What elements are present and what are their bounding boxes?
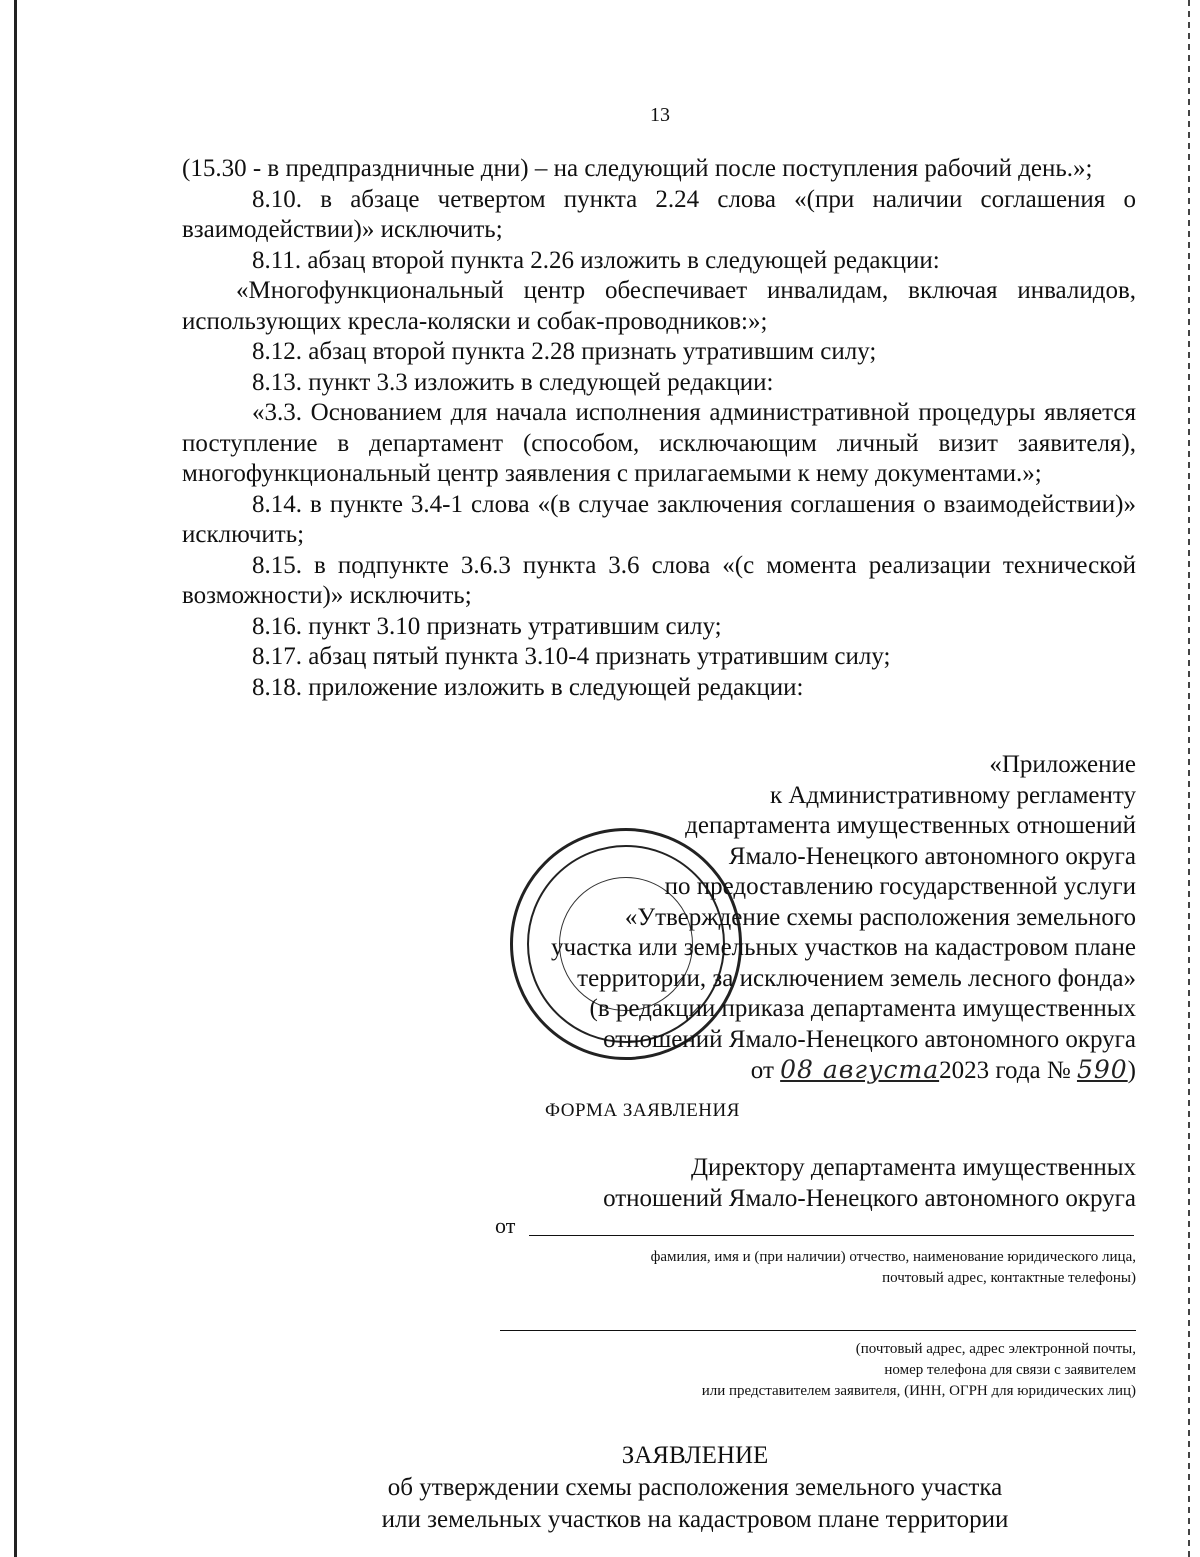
appendix-line: территории, за исключением земель лесного фонда» — [577, 964, 1136, 992]
paragraph: 8.14. в пункте 3.4-1 слова «(в случае заключения соглашения о взаимодействии)» исключить; — [182, 490, 1136, 548]
hint-line: номер телефона для связи с заявителем — [884, 1362, 1136, 1378]
addressee-block — [440, 1153, 1136, 1214]
applicant-hint — [651, 1247, 1136, 1289]
statement-title: ЗАЯВЛЕНИЕ — [621, 1442, 769, 1469]
paragraph: 8.16. пункт 3.10 признать утратившим силу; — [252, 612, 722, 640]
closing-paren: ) — [1127, 1057, 1136, 1084]
document-body — [182, 154, 1136, 703]
addressee-line: Директору департамента имущественных — [690, 1154, 1136, 1181]
appendix-line: отношений Ямало-Ненецкого автономного округа — [603, 1025, 1136, 1053]
addressee-line: отношений Ямало-Ненецкого автономного округа — [603, 1184, 1136, 1212]
paragraph: (15.30 - в предпраздничные дни) – на следующий после поступления рабочий день.»; — [182, 155, 1093, 182]
date-suffix: 2023 года № — [939, 1057, 1071, 1084]
appendix-line: (в редакции приказа департамента имущественных — [589, 995, 1136, 1022]
paragraph: 8.13. пункт 3.3 изложить в следующей редакции: — [252, 368, 774, 396]
hint-line: или представителем заявителя, (ИНН, ОГРН для юридических лиц) — [701, 1383, 1136, 1399]
appendix-line: участка или земельных участков на кадастровом плане — [551, 934, 1136, 961]
paragraph: 8.10. в абзаце четвертом пункта 2.24 слова «(при наличии соглашения о взаимодействии)» исключить; — [182, 185, 1136, 243]
contact-underline — [500, 1330, 1136, 1331]
appendix-line: «Приложение — [989, 751, 1136, 778]
statement-subtitle: об утверждении схемы расположения земельного участка — [387, 1474, 1003, 1501]
appendix-line: Ямало-Ненецкого автономного округа — [728, 842, 1136, 870]
appendix-line: к Административному регламенту — [769, 781, 1136, 809]
form-title: ФОРМА ЗАЯВЛЕНИЯ — [545, 1100, 740, 1121]
scan-right-edge — [1188, 0, 1190, 1557]
appendix-line: по предоставлению государственной услуги — [664, 873, 1136, 900]
date-prefix: от — [750, 1057, 774, 1084]
hint-line: почтовый адрес, контактные телефоны) — [882, 1270, 1136, 1286]
contact-hint — [702, 1339, 1136, 1402]
appendix-header — [440, 750, 1136, 1087]
from-label: от — [495, 1213, 516, 1238]
paragraph: 8.12. абзац второй пункта 2.28 признать утратившим силу; — [252, 338, 877, 365]
paragraph: 8.11. абзац второй пункта 2.26 изложить в следующей редакции: — [252, 246, 940, 274]
paragraph: 8.15. в подпункте 3.6.3 пункта 3.6 слова «(с момента реализации технической возможности)» исключить; — [182, 551, 1136, 609]
appendix-line: «Утверждение схемы расположения земельного — [624, 903, 1136, 931]
paragraph: 8.17. абзац пятый пункта 3.10-4 признать утратившим силу; — [252, 643, 891, 670]
handwritten-date: 08 августа — [780, 1055, 940, 1084]
page-number: 13 — [650, 104, 670, 126]
appendix-date-line — [440, 1055, 1136, 1087]
from-field — [495, 1213, 515, 1239]
handwritten-number: 590 — [1076, 1055, 1128, 1084]
hint-line: фамилия, имя и (при наличии) отчество, наименование юридического лица, — [650, 1249, 1136, 1265]
paragraph: 8.18. приложение изложить в следующей редакции: — [252, 673, 804, 701]
appendix-line: департамента имущественных отношений — [685, 812, 1136, 839]
scan-left-edge — [14, 0, 17, 1557]
paragraph: «Многофункциональный центр обеспечивает инвалидам, включая инвалидов, использующих кресла-коляски и собак-проводников:»; — [182, 277, 1136, 335]
paragraph: «3.3. Основанием для начала исполнения административной процедуры является поступление в департамент (способом, исключающим личный визит заявителя), многофункциональный центр заявления с прилагаемыми к нему документами.»; — [182, 399, 1136, 487]
from-underline — [529, 1235, 1134, 1236]
statement-subtitle: или земельных участков на кадастровом плане территории — [381, 1506, 1009, 1533]
hint-line: (почтовый адрес, адрес электронной почты, — [855, 1341, 1136, 1357]
